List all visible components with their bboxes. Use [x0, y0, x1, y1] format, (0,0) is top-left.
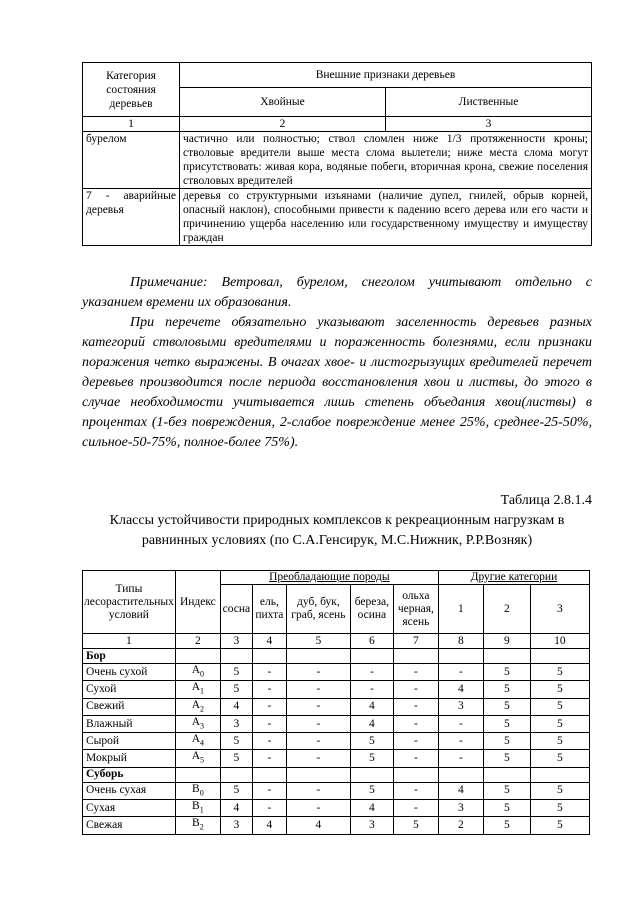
column-number: 9	[483, 634, 530, 649]
column-number: 1	[83, 634, 176, 649]
header-birch: береза, осина	[350, 585, 393, 634]
value-cell: -	[393, 782, 438, 799]
value-cell: -	[252, 698, 286, 715]
section-title: Суборь	[83, 767, 176, 782]
index-cell	[175, 800, 220, 817]
value-cell: 5	[220, 733, 252, 750]
value-cell: 5	[220, 681, 252, 698]
header-spruce: ель, пихта	[252, 585, 286, 634]
value-cell: 5	[483, 715, 530, 732]
value-cell: 4	[438, 782, 483, 799]
value-cell: 5	[220, 750, 252, 767]
column-number: 3	[386, 117, 592, 132]
value-cell: -	[252, 782, 286, 799]
forest-type-name: Свежий	[83, 698, 176, 715]
forest-type-name: Очень сухая	[83, 782, 176, 799]
category-cell: бурелом	[83, 132, 180, 189]
stability-classes-table	[82, 570, 590, 835]
category-cell: 7 - аварийные деревья	[83, 189, 180, 246]
empty-cell	[220, 767, 252, 782]
value-cell: -	[286, 681, 350, 698]
value-cell: -	[286, 800, 350, 817]
value-cell: -	[350, 681, 393, 698]
header-dominant-text: Преобладающие породы	[269, 571, 390, 583]
table-label: Таблица 2.8.1.4	[500, 493, 592, 508]
empty-cell	[175, 767, 220, 782]
value-cell: -	[286, 698, 350, 715]
header-alder: ольха черная, ясень	[393, 585, 438, 634]
value-cell: -	[438, 750, 483, 767]
forest-type-name: Сухая	[83, 800, 176, 817]
value-cell: -	[286, 664, 350, 681]
index-letter: А	[191, 698, 201, 711]
column-number: 1	[83, 117, 180, 132]
header-pine: сосна	[220, 585, 252, 634]
index-subscript: 1	[200, 686, 205, 696]
table-title: Классы устойчивости природных комплексов к рекреационным нагрузкам в равнинных условиях (по С.А.Генсирук, М.С.Нижник, Р.Р.Возняк)	[109, 513, 565, 548]
value-cell: 5	[483, 800, 530, 817]
tree-condition-table	[82, 62, 592, 246]
index-subscript: 5	[200, 755, 205, 765]
table-row	[83, 800, 590, 817]
value-cell: 5	[350, 782, 393, 799]
value-cell: 5	[483, 698, 530, 715]
value-cell: 4	[220, 698, 252, 715]
index-letter: В	[192, 782, 200, 795]
value-cell: -	[252, 750, 286, 767]
value-cell: 5	[530, 715, 589, 732]
value-cell: 5	[350, 733, 393, 750]
column-numbers-row	[83, 634, 590, 649]
column-number: 7	[393, 634, 438, 649]
header-other-categories	[438, 571, 589, 585]
value-cell: 5	[530, 681, 589, 698]
value-cell: 5	[530, 750, 589, 767]
table-row	[83, 750, 590, 767]
value-cell: 4	[252, 817, 286, 834]
value-cell: 5	[483, 733, 530, 750]
table-row	[83, 715, 590, 732]
forest-type-name: Очень сухой	[83, 664, 176, 681]
column-number: 5	[286, 634, 350, 649]
table-row	[83, 817, 590, 834]
table-row	[83, 782, 590, 799]
header-index: Индекс	[175, 571, 220, 634]
value-cell: 5	[530, 698, 589, 715]
value-cell: 2	[438, 817, 483, 834]
value-cell: -	[393, 681, 438, 698]
value-cell: 5	[483, 750, 530, 767]
value-cell: 4	[438, 681, 483, 698]
table-row	[83, 698, 590, 715]
empty-cell	[393, 649, 438, 664]
forest-type-name: Сырой	[83, 733, 176, 750]
index-cell	[175, 782, 220, 799]
column-number: 4	[252, 634, 286, 649]
empty-cell	[438, 767, 483, 782]
value-cell: 3	[350, 817, 393, 834]
empty-cell	[483, 649, 530, 664]
empty-cell	[175, 649, 220, 664]
value-cell: 5	[483, 782, 530, 799]
empty-cell	[286, 767, 350, 782]
value-cell: -	[286, 750, 350, 767]
header-oak: дуб, бук, граб, ясень	[286, 585, 350, 634]
empty-cell	[252, 767, 286, 782]
value-cell: 5	[220, 782, 252, 799]
value-cell: -	[350, 664, 393, 681]
index-letter: А	[191, 664, 201, 676]
description-cell: частично или полностью; ствол сломлен ниже 1/3 протяженности кроны; стволовые вредители выше места слома вылетели; ниже места слома могут присутствовать: живая кора, водяные побеги, вторичная крона, свежие поселения стволовых вредителей	[180, 132, 592, 189]
value-cell: 5	[483, 681, 530, 698]
table-row	[83, 681, 590, 698]
empty-cell	[438, 649, 483, 664]
forest-type-name: Мокрый	[83, 750, 176, 767]
value-cell: 4	[350, 800, 393, 817]
value-cell: 3	[220, 715, 252, 732]
value-cell: -	[438, 715, 483, 732]
header-external-signs: Внешние признаки деревьев	[180, 63, 592, 88]
index-cell	[175, 715, 220, 732]
empty-cell	[483, 767, 530, 782]
index-subscript: 4	[200, 738, 205, 748]
value-cell: -	[252, 715, 286, 732]
index-subscript: 0	[199, 788, 204, 798]
empty-cell	[220, 649, 252, 664]
index-letter: А	[191, 715, 201, 728]
index-letter: В	[192, 817, 200, 830]
index-letter: В	[192, 800, 200, 813]
column-number: 3	[220, 634, 252, 649]
forest-type-name: Влажный	[83, 715, 176, 732]
value-cell: -	[393, 800, 438, 817]
column-number: 2	[175, 634, 220, 649]
forest-type-name: Сухой	[83, 681, 176, 698]
value-cell: 3	[438, 698, 483, 715]
index-subscript: 2	[199, 822, 204, 832]
value-cell: 5	[530, 817, 589, 834]
index-cell	[175, 681, 220, 698]
section-row	[83, 767, 590, 782]
empty-cell	[530, 767, 589, 782]
header-other-1: 1	[438, 585, 483, 634]
index-letter: А	[191, 750, 201, 763]
index-cell	[175, 750, 220, 767]
column-number: 6	[350, 634, 393, 649]
index-letter: А	[191, 681, 201, 694]
value-cell: -	[252, 800, 286, 817]
value-cell: -	[393, 733, 438, 750]
value-cell: 4	[220, 800, 252, 817]
description-cell: деревья со структурными изъянами (наличие дупел, гнилей, обрыв корней, опасный наклон), способными привести к падению всего дерева или его части и причинению ущерба населению или государственному имуществу и имуществу граждан	[180, 189, 592, 246]
empty-cell	[530, 649, 589, 664]
value-cell: -	[393, 750, 438, 767]
empty-cell	[350, 649, 393, 664]
index-cell	[175, 817, 220, 834]
empty-cell	[350, 767, 393, 782]
section-row	[83, 649, 590, 664]
value-cell: -	[393, 715, 438, 732]
table-row	[83, 733, 590, 750]
recount-paragraph: При перечете обязательно указывают заселенность деревьев разных категорий стволовыми вредителями и пораженность болезнями, если признаки поражения четко выражены. В очагах хвое- и листогрызущих вредителей перечет деревьев производится после периода восстановления хвои и листвы, до этого в случае необходимости учитывается лишь степень объедания хвои(листвы) в процентах (1-без повреждения, 2-слабое повреждение менее 25%, среднее-25-50%, сильное-50-75%, полное-более 75%).	[82, 315, 592, 450]
value-cell: 4	[350, 715, 393, 732]
column-number: 2	[180, 117, 386, 132]
value-cell: 5	[483, 817, 530, 834]
index-cell	[175, 698, 220, 715]
value-cell: 5	[530, 800, 589, 817]
value-cell: 4	[286, 817, 350, 834]
column-number: 10	[530, 634, 589, 649]
value-cell: 5	[350, 750, 393, 767]
empty-cell	[393, 767, 438, 782]
index-subscript: 3	[200, 721, 205, 731]
value-cell: 3	[220, 817, 252, 834]
header-conifers: Хвойные	[180, 88, 386, 117]
value-cell: -	[252, 681, 286, 698]
header-dominant-species	[220, 571, 438, 585]
value-cell: 4	[350, 698, 393, 715]
index-cell	[175, 733, 220, 750]
value-cell: -	[438, 664, 483, 681]
header-forest-types: Типы лесорастительных условий	[83, 571, 176, 634]
value-cell: -	[286, 715, 350, 732]
value-cell: 5	[483, 664, 530, 681]
header-other-2: 2	[483, 585, 530, 634]
index-subscript: 2	[200, 703, 205, 713]
value-cell: 5	[530, 733, 589, 750]
index-letter: А	[191, 733, 201, 746]
header-category: Категория состояния деревьев	[83, 63, 180, 117]
empty-cell	[286, 649, 350, 664]
index-subscript: 1	[199, 805, 204, 815]
value-cell: 5	[220, 664, 252, 681]
index-cell	[175, 664, 220, 681]
value-cell: -	[252, 664, 286, 681]
forest-type-name: Свежая	[83, 817, 176, 834]
value-cell: -	[438, 733, 483, 750]
table-row	[83, 664, 590, 681]
value-cell: 3	[438, 800, 483, 817]
value-cell: 5	[530, 782, 589, 799]
header-other-3: 3	[530, 585, 589, 634]
empty-cell	[252, 649, 286, 664]
header-deciduous: Лиственные	[386, 88, 592, 117]
section-title: Бор	[83, 649, 176, 664]
value-cell: -	[286, 782, 350, 799]
header-other-text: Другие категории	[470, 571, 558, 583]
value-cell: -	[393, 664, 438, 681]
value-cell: -	[286, 733, 350, 750]
value-cell: -	[252, 733, 286, 750]
index-subscript: 0	[200, 669, 205, 679]
value-cell: -	[393, 698, 438, 715]
column-number: 8	[438, 634, 483, 649]
value-cell: 5	[393, 817, 438, 834]
note-paragraph: Примечание: Ветровал, бурелом, снеголом учитывают отдельно с указанием времени их образования.	[82, 275, 592, 310]
value-cell: 5	[530, 664, 589, 681]
